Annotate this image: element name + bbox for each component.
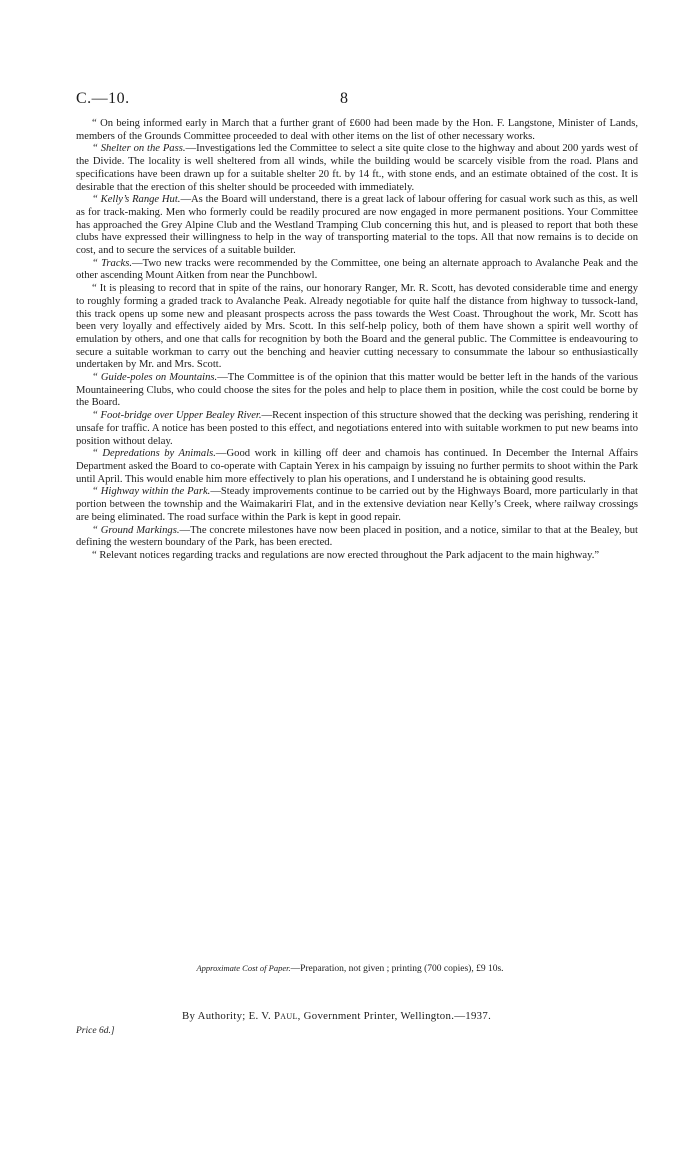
cost-note bbox=[0, 963, 700, 974]
paragraph: “ Shelter on the Pass.—Investigations led the Committee to select a site quite close to the highway and about 200 yards west of the Divide. The locality is well sheltered from all winds, while the building would be scarcely visible from the road. Plans and specifications have been drawn up for a suitable shelter 20 ft. by 14 ft., with stone ends, and an estimate obtained of the cost. It is desirable that the erection of this shelter should be proceeded with immediately. bbox=[76, 143, 638, 193]
printer-authority: By Authority; E. V. Paul, Government Printer, Wellington.—1937. bbox=[182, 1010, 492, 1022]
cost-label: Approximate Cost of Paper. bbox=[196, 963, 291, 973]
paragraph: “ Tracks.—Two new tracks were recommended by the Committee, one being an alternate approach to Avalanche Peak and the other ascending Mount Aitken from near the Punchbowl. bbox=[76, 257, 638, 282]
report-body bbox=[76, 118, 638, 563]
paragraph: “ Foot-bridge over Upper Bealey River.—Recent inspection of this structure showed that the decking was perishing, rendering it unsafe for traffic. A notice has been posted to this effect, and negotiations entered into with suitable workmen to put new beams into position without delay. bbox=[76, 410, 638, 447]
paragraph: “ Relevant notices regarding tracks and regulations are now erected throughout the Park adjacent to the main highway.” bbox=[92, 549, 600, 561]
paragraph: “ Ground Markings.—The concrete milestones have now been placed in position, and a notice, similar to that at the Bealey, but defining the western boundary of the Park, has been erected. bbox=[76, 524, 638, 549]
paragraph: “ Depredations by Animals.—Good work in killing off deer and chamois has continued. In December the Internal Affairs Department asked the Board to co-operate with Captain Yerex in his campaign by issuing no further permits to shoot within the Park until April. This would enable him more effectively to plan his operations, and I understand he is obtaining good results. bbox=[76, 448, 638, 485]
page-header bbox=[76, 90, 636, 110]
page-number: 8 bbox=[340, 90, 348, 107]
cost-text: —Preparation, not given ; printing (700 copies), £9 10s. bbox=[290, 964, 504, 974]
paragraph: “ Kelly’s Range Hut.—As the Board will understand, there is a great lack of labour offering for casual work such as this, as well as for track-making. Men who formerly could be readily procured are now engaged in more permanent positions. Your Committee has approached the Grey Alpine Club and the Westland Tramping Club concerning this hut, and is pleased to report that both these clubs have expressed their willingness to help in the way of transporting material to the tops. All that now remains is to decide on cost, and to secure the services of a suitable builder. bbox=[76, 194, 638, 257]
paragraph: “ Highway within the Park.—Steady improvements continue to be carried out by the Highways Board, more particularly in that portion between the township and the Waimakariri Flat, and in the extensive deviation near Kelly’s Creek, where railway crossings are being eliminated. The road surface within the Park is kept in good repair. bbox=[76, 486, 638, 523]
paragraph: “ It is pleasing to record that in spite of the rains, our honorary Ranger, Mr. R. Scott, has devoted considerable time and energy to roughly forming a graded track to Avalanche Peak. Already negotiable for quite half the distance from highway to tussock-land, this track opens up some new and pleasant prospects across the pass towards the West Coast. Throughout the work, Mr. Scott has been very loyally and effectively aided by Mrs. Scott. In this self-help policy, both of them have shown a spirit well worthy of emulation by others, and one that calls for recognition by both the Board and the general public. The Committee is endeavouring to secure a suitable workman to carry out the benching and heavier cutting necessary to consummate the labour so enthusiastically undertaken by Mr. and Mrs. Scott. bbox=[76, 283, 638, 371]
document-code: C.—10. bbox=[76, 90, 130, 107]
paragraph: “ Guide-poles on Mountains.—The Committee is of the opinion that this matter would be better left in the hands of the various Mountaineering Clubs, who could choose the sites for the poles and help to place them in position, while the cost could be borne by the Board. bbox=[76, 372, 638, 409]
price-note: Price 6d.] bbox=[76, 1026, 115, 1036]
paragraph: “ On being informed early in March that a further grant of £600 had been made by the Hon. F. Langstone, Minister of Lands, members of the Grounds Committee proceeded to deal with other items on the list of other necessary works. bbox=[76, 118, 638, 142]
